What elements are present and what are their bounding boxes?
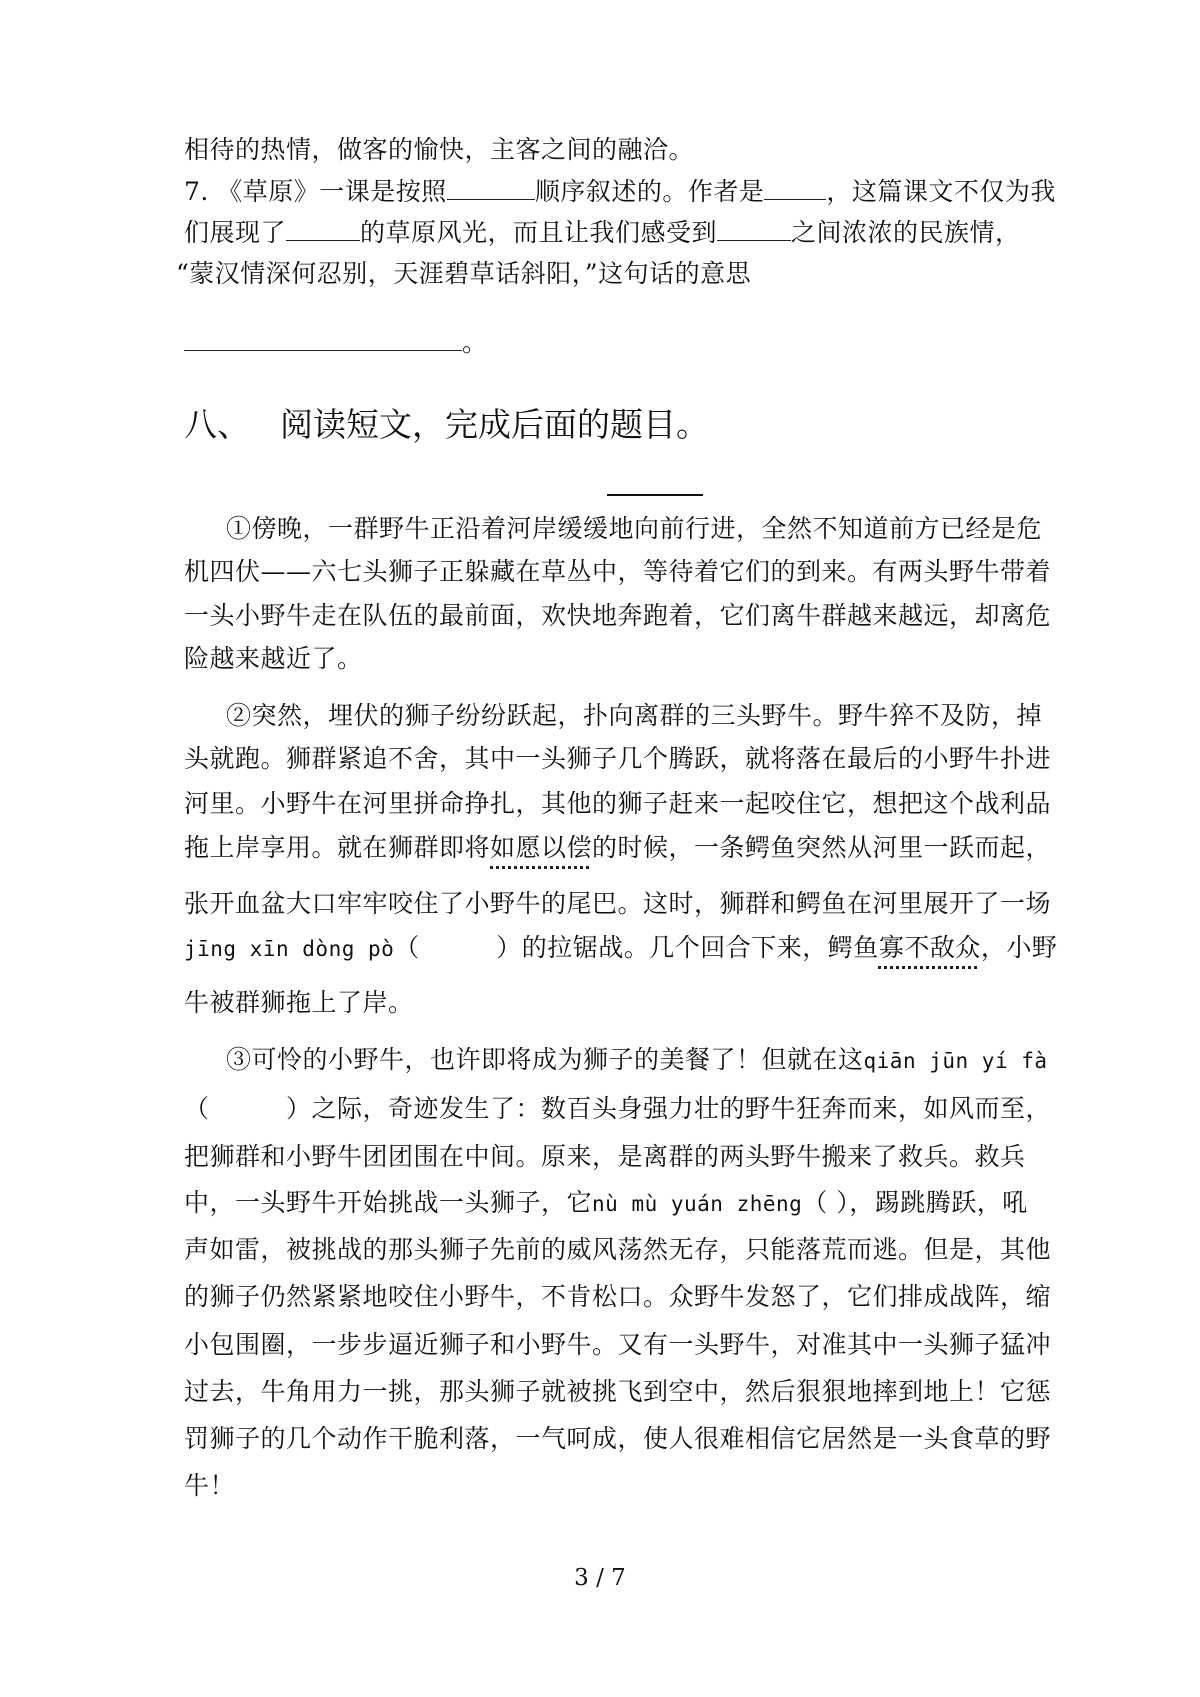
passage-text: （ ）的拉锯战。几个回合下来，鳄鱼 xyxy=(394,933,879,962)
passage-line: 河里。小野牛在河里拼命挣扎，其他的狮子赶来一起咬住它，想把这个战利品 xyxy=(184,789,1052,818)
passage-line: 过去，牛角用力一挑，那头狮子就被挑飞到空中，然后狠狠地摔到地上！它惩 xyxy=(184,1377,1052,1406)
passage-title-blank[interactable] xyxy=(607,494,703,496)
q7-text: 们展现了 xyxy=(184,218,287,247)
question-7-line-2 xyxy=(184,217,1021,249)
passage-line: 机四伏——六七头狮子正躲藏在草丛中，等待着它们的到来。有两头野牛带着 xyxy=(184,557,1052,586)
section-title: 阅读短文，完成后面的题目。 xyxy=(280,405,709,444)
passage-line: 头就跑。狮群紧追不舍，其中一头狮子几个腾跃，就将落在最后的小野牛扑进 xyxy=(184,744,1052,773)
q7-text: ，这篇课文不仅为我 xyxy=(826,177,1056,206)
passage-text: 中，一头野牛开始挑战一头狮子，它 xyxy=(184,1188,593,1217)
q7-text: 的草原风光，而且让我们感受到 xyxy=(360,218,718,247)
passage-line: ①傍晚，一群野牛正沿着河岸缓缓地向前行进，全然不知道前方已经是危 xyxy=(226,514,1043,543)
passage-line: 张开血盆大口牢牢咬住了小野牛的尾巴。这时，狮群和鳄鱼在河里展开了一场 xyxy=(184,889,1052,918)
passage-text: ，小野 xyxy=(980,933,1058,962)
passage-line xyxy=(184,832,1051,864)
passage-line: 牛！ xyxy=(184,1471,236,1500)
dotted-phrase: 寡不敌众 xyxy=(878,933,981,962)
section-number: 八、 xyxy=(184,405,250,444)
passage-line: 把狮群和小野牛团团围在中间。原来，是离群的两头野牛搬来了救兵。救兵 xyxy=(184,1142,1026,1171)
pinyin-prompt: jīng xīn dòng pò xyxy=(184,937,395,961)
passage-line: ②突然，埋伏的狮子纷纷跃起，扑向离群的三头野牛。野牛猝不及防，掉 xyxy=(226,701,1043,730)
q7-text: 。 xyxy=(462,328,488,357)
passage-text: （ ），踢跳腾跃，吼 xyxy=(802,1188,1028,1217)
pinyin-prompt: nù mù yuán zhēng xyxy=(592,1192,803,1216)
q7-blank-author[interactable] xyxy=(764,177,826,200)
passage-line xyxy=(184,932,1057,965)
dotted-phrase: 如愿以偿 xyxy=(490,833,593,862)
q7-blank-order[interactable] xyxy=(447,177,535,200)
question-7-line-3: “蒙汉情深何忍别，天涯碧草话斜阳，”这句话的意思 xyxy=(176,259,752,288)
passage-line: 罚狮子的几个动作干脆利落，一气呵成，使人很难相信它居然是一头食草的野 xyxy=(184,1424,1052,1453)
q7-text: 7. 《草原》一课是按照 xyxy=(184,177,447,206)
question-7-line-4 xyxy=(184,327,488,359)
section-8-heading xyxy=(184,403,709,447)
q7-blank-scenery[interactable] xyxy=(286,218,360,241)
q7-text: 之间浓浓的民族情， xyxy=(791,218,1021,247)
page-number: 3 / 7 xyxy=(574,1565,626,1591)
pinyin-prompt: qiān jūn yí fà xyxy=(863,1049,1048,1073)
passage-line: 一头小野牛走在队伍的最前面，欢快地奔跑着，它们离牛群越来越远，却离危 xyxy=(184,601,1052,630)
passage-line: 牛被群狮拖上了岸。 xyxy=(184,988,414,1017)
passage-text: 的时候，一条鳄鱼突然从河里一跃而起， xyxy=(592,833,1052,862)
passage-line xyxy=(184,1187,1028,1220)
question-6-tail: 相待的热情，做客的愉快，主客之间的融洽。 xyxy=(184,135,695,164)
passage-line: 的狮子仍然紧紧地咬住小野牛，不肯松口。众野牛发怒了，它们排成战阵，缩 xyxy=(184,1282,1052,1311)
question-7-line-1 xyxy=(184,176,1056,208)
q7-blank-peoples[interactable] xyxy=(717,218,791,241)
passage-line xyxy=(226,1044,1048,1077)
passage-text: ③可怜的小野牛，也许即将成为狮子的美餐了！但就在这 xyxy=(226,1045,864,1074)
passage-line: 小包围圈，一步步逼近狮子和小野牛。又有一头野牛，对准其中一头狮子猛冲 xyxy=(184,1330,1052,1359)
passage-text: 拖上岸享用。就在狮群即将 xyxy=(184,833,491,862)
passage-line: 险越来越近了。 xyxy=(184,644,363,673)
passage-line: 声如雷，被挑战的那头狮子先前的威风荡然无存，只能落荒而逃。但是，其他 xyxy=(184,1235,1052,1264)
q7-text: 顺序叙述的。作者是 xyxy=(534,177,765,206)
q7-blank-meaning[interactable] xyxy=(184,328,462,351)
passage-line: （ ）之际，奇迹发生了：数百头身强力壮的野牛狂奔而来，如风而至， xyxy=(184,1094,1052,1123)
